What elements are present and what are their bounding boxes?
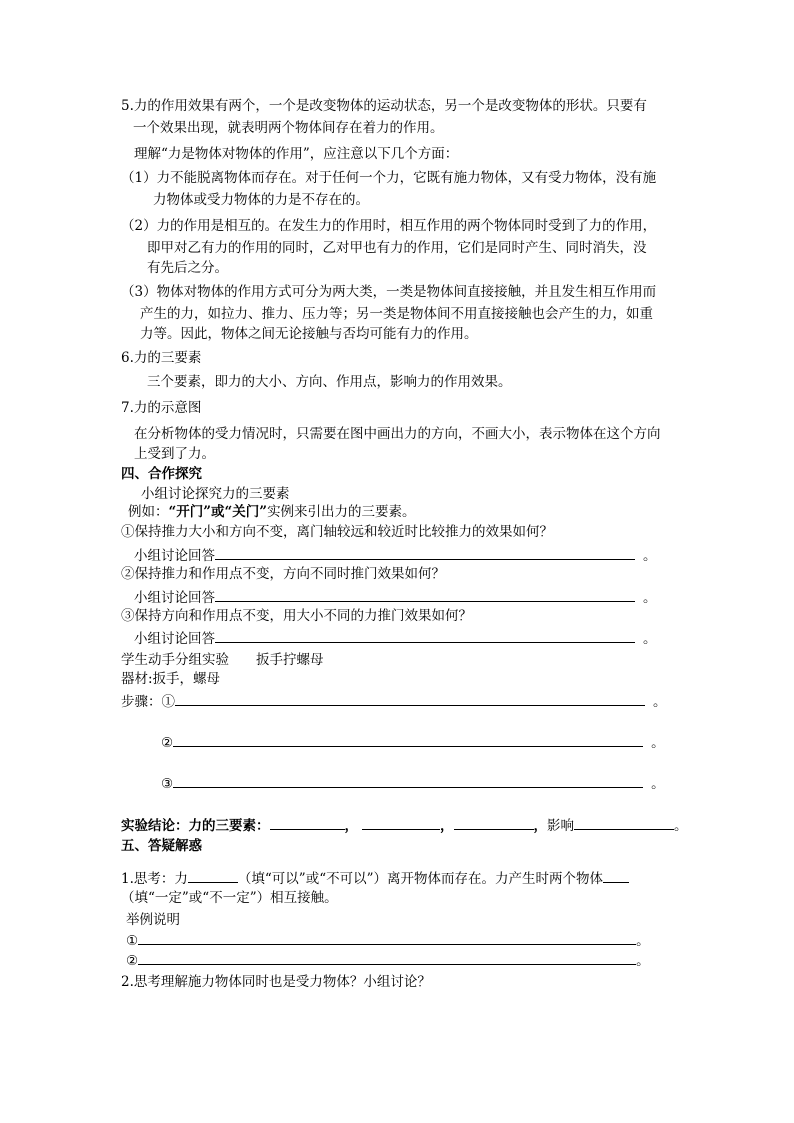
period: 。	[636, 953, 650, 969]
think-q1-line-1	[121, 868, 629, 889]
step-blank-3[interactable]	[173, 773, 643, 788]
think-q1-part-a: 1.思考：力	[121, 871, 188, 887]
materials: 器材:扳手，螺母	[121, 671, 221, 687]
fill-blank-can[interactable]	[188, 868, 238, 883]
answer-row-1	[134, 545, 657, 566]
step-row-2	[161, 732, 665, 753]
period: 。	[651, 735, 665, 751]
point-2-line-3: 有先后之分。	[147, 260, 228, 276]
step-3-marker: ③	[161, 776, 174, 792]
example-row-2	[126, 950, 650, 971]
point-1-line-2: 力物体或受力物体的力是不存在的。	[153, 192, 369, 208]
conclusion-blank-1[interactable]	[270, 815, 345, 830]
example-2-marker: ②	[126, 953, 139, 969]
question-1: ①保持推力大小和方向不变，离门轴较远和较近时比较推力的效果如何？	[121, 524, 553, 540]
step-1-marker: ①	[161, 694, 175, 710]
answer-label: 小组讨论回答	[134, 590, 215, 606]
section-5-heading: 五、答疑解惑	[121, 838, 202, 854]
period: 。	[674, 818, 688, 834]
period: 。	[651, 776, 665, 792]
period: 。	[643, 590, 657, 606]
fill-blank-must[interactable]	[603, 868, 629, 883]
experiment-title: 学生动手分组实验 扳手拧螺母	[121, 652, 324, 668]
example-blank-1[interactable]	[138, 930, 636, 945]
point-3-line-1: （3）物体对物体的作用方式可分为两大类，一类是物体间直接接触，并且发生相互作用而	[121, 284, 657, 300]
answer-row-3	[134, 628, 657, 649]
period: 。	[636, 933, 650, 949]
example-row-1	[126, 930, 650, 951]
step-blank-1[interactable]	[175, 691, 645, 706]
point-1-line-1: （1）力不能脱离物体而存在。对于任何一个力，它既有施力物体，又有受力物体，没有施	[121, 170, 657, 186]
answer-blank-2[interactable]	[215, 587, 635, 602]
comma: ，	[344, 818, 358, 834]
section-4-heading: 四、合作探究	[121, 466, 202, 482]
point-2-line-1: （2）力的作用是相互的。在发生力的作用时，相互作用的两个物体同时受到了力的作用，	[121, 218, 657, 234]
conclusion-blank-2[interactable]	[362, 815, 440, 830]
answer-label: 小组讨论回答	[134, 631, 215, 647]
example-blank-2[interactable]	[138, 950, 636, 965]
s5-line-2: 一个效果出现，就表明两个物体间存在着力的作用。	[133, 120, 444, 136]
s6-title: 6.力的三要素	[121, 350, 202, 366]
s5-line-3: 理解“力是物体对物体的作用”，应注意以下几个方面：	[134, 146, 459, 162]
think-q1-part-b: （填“可以”或“不可以”）离开物体而存在。力产生时两个物体	[237, 871, 603, 887]
question-3: ③保持方向和作用点不变，用大小不同的力推门效果如何？	[121, 608, 472, 624]
period: 。	[653, 694, 667, 710]
answer-label: 小组讨论回答	[134, 548, 215, 564]
s7-title: 7.力的示意图	[121, 400, 202, 416]
section-4-intro: 小组讨论探究力的三要素	[141, 486, 290, 502]
steps-label: 步骤：	[121, 694, 162, 710]
think-q2: 2.思考理解施力物体同时也是受力物体？小组讨论？	[121, 974, 431, 990]
example-suffix: 实例来引出力的三要素。	[267, 504, 416, 520]
example-label: 举例说明	[126, 912, 180, 928]
conclusion-row	[121, 815, 688, 836]
s7-line-1: 在分析物体的受力情况时，只需要在图中画出力的方向，不画大小，表示物体在这个方向	[134, 426, 661, 442]
comma: ，	[533, 818, 547, 834]
conclusion-label: 实验结论：力的三要素：	[121, 818, 270, 834]
answer-row-2	[134, 587, 657, 608]
s6-body: 三个要素，即力的大小、方向、作用点，影响力的作用效果。	[147, 374, 512, 390]
step-2-marker: ②	[161, 735, 174, 751]
question-2: ②保持推力和作用点不变，方向不同时推门效果如何？	[121, 566, 445, 582]
conclusion-blank-4[interactable]	[574, 815, 674, 830]
example-1-marker: ①	[126, 933, 139, 949]
answer-blank-1[interactable]	[215, 545, 635, 560]
influence-label: 影响	[547, 818, 574, 834]
example-prefix: 例如：	[128, 504, 169, 520]
think-q1-line-2: （填“一定”或“不一定”）相互接触。	[121, 890, 338, 906]
conclusion-blank-3[interactable]	[454, 815, 534, 830]
point-3-line-2: 产生的力，如拉力、推力、压力等；另一类是物体间不用直接接触也会产生的力，如重	[140, 306, 653, 322]
s7-line-2: 上受到了力。	[134, 446, 215, 462]
step-row-1	[121, 691, 667, 712]
point-2-line-2: 即甲对乙有力的作用的同时，乙对甲也有力的作用，它们是同时产生、同时消失，没	[147, 240, 647, 256]
step-blank-2[interactable]	[173, 732, 643, 747]
answer-blank-3[interactable]	[215, 628, 635, 643]
comma: ，	[440, 818, 454, 834]
s5-line-1: 5.力的作用效果有两个，一个是改变物体的运动状态，另一个是改变物体的形状。只要有	[121, 98, 647, 114]
point-3-line-3: 力等。因此，物体之间无论接触与否均可能有力的作用。	[140, 326, 478, 342]
step-row-3	[161, 773, 665, 794]
example-line	[128, 502, 416, 522]
example-bold: “开门”或“关门”	[168, 504, 268, 520]
period: 。	[643, 631, 657, 647]
period: 。	[643, 548, 657, 564]
